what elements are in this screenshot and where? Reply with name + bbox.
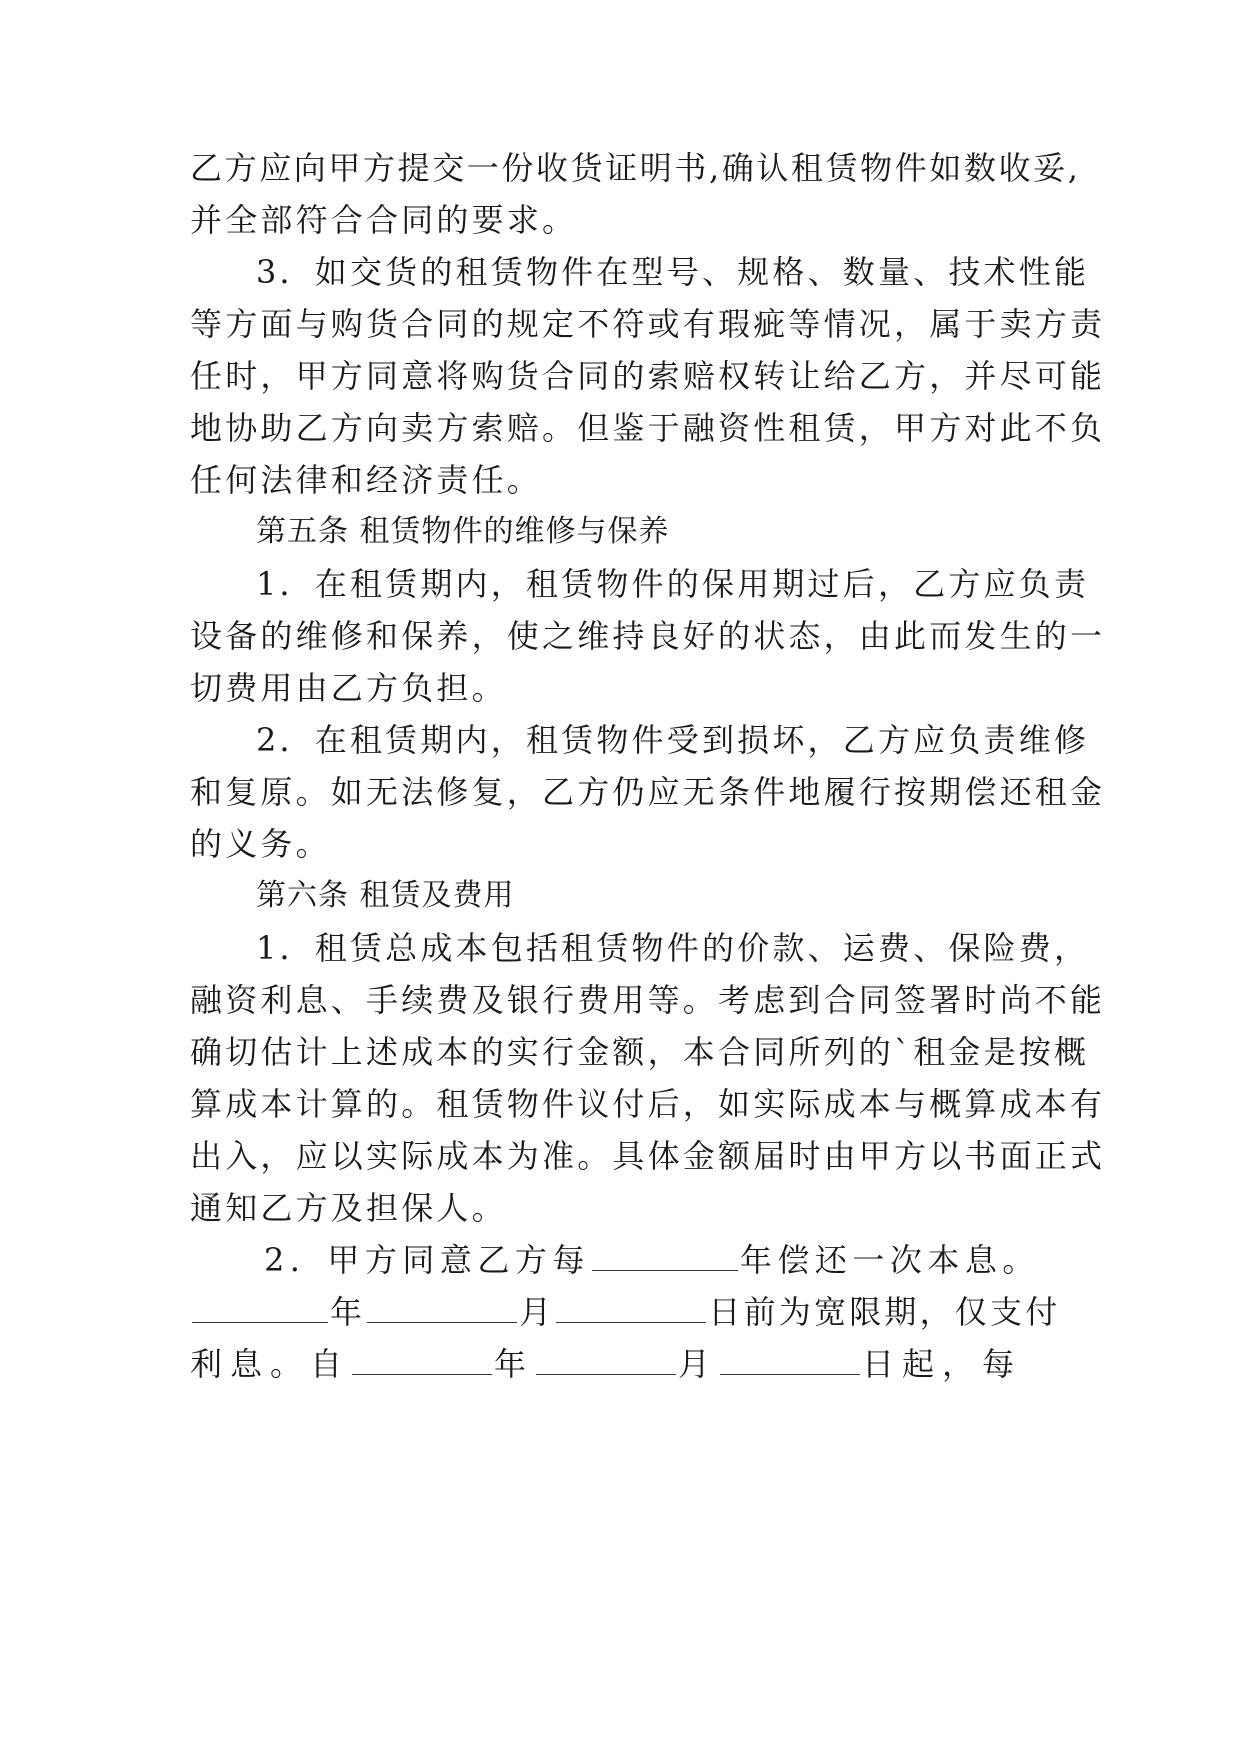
fill-text: 年 xyxy=(494,1345,535,1383)
fill-blank[interactable] xyxy=(352,1348,492,1375)
paragraph-line: 2．在租赁期内，租赁物件受到损坏，乙方应负责维修 xyxy=(256,721,1090,759)
paragraph-line: 等方面与购货合同的规定不符或有瑕疵等情况，属于卖方责 xyxy=(190,305,1106,343)
paragraph-line: 3．如交货的租赁物件在型号、规格、数量、技术性能 xyxy=(256,253,1090,291)
section-heading: 第五条 租赁物件的维修与保养 xyxy=(256,514,670,549)
paragraph-line: 乙方应向甲方提交一份收货证明书,确认租赁物件如数收妥, xyxy=(190,149,1081,187)
fill-in-line xyxy=(190,1344,1050,1384)
fill-text: 月 xyxy=(519,1293,555,1331)
fill-text: 日前为宽限期，仅支付 xyxy=(708,1293,1061,1331)
fill-in-line xyxy=(190,1292,1061,1332)
paragraph-line: 融资利息、手续费及银行费用等。考虑到合同签署时尚不能 xyxy=(190,981,1106,1019)
fill-blank[interactable] xyxy=(367,1296,517,1323)
paragraph-line: 的义务。 xyxy=(190,825,331,863)
fill-text: 月 xyxy=(678,1345,719,1383)
paragraph-line: 确切估计上述成本的实行金额，本合同所列的`租金是按概 xyxy=(190,1033,1090,1071)
paragraph-line: 算成本计算的。租赁物件议付后，如实际成本与概算成本有 xyxy=(190,1085,1106,1123)
fill-blank[interactable] xyxy=(592,1244,738,1271)
paragraph-line: 1．租赁总成本包括租赁物件的价款、运费、保险费， xyxy=(256,929,1090,967)
paragraph-line: 通知乙方及担保人。 xyxy=(190,1189,507,1227)
fill-text: 2．甲方同意乙方每 xyxy=(264,1241,590,1279)
paragraph-line: 出入，应以实际成本为准。具体金额届时由甲方以书面正式 xyxy=(190,1137,1106,1175)
fill-in-line xyxy=(264,1240,1064,1280)
paragraph-line: 和复原。如无法修复，乙方仍应无条件地履行按期偿还租金 xyxy=(190,773,1106,811)
paragraph-line: 任何法律和经济责任。 xyxy=(190,461,543,499)
fill-blank[interactable] xyxy=(536,1348,676,1375)
fill-text: 年偿还一次本息。 xyxy=(739,1241,1040,1279)
fill-text: 年 xyxy=(330,1293,366,1331)
paragraph-line: 地协助乙方向卖方索赔。但鉴于融资性租赁，甲方对此不负 xyxy=(190,409,1106,447)
fill-blank[interactable] xyxy=(556,1296,706,1323)
fill-text: 日起，每 xyxy=(862,1345,1023,1383)
paragraph-line: 并全部符合合同的要求。 xyxy=(190,201,578,239)
fill-text: 利息。自 xyxy=(190,1345,351,1383)
paragraph-line: 切费用由乙方负担。 xyxy=(190,669,507,707)
paragraph-line: 1．在租赁期内，租赁物件的保用期过后，乙方应负责 xyxy=(256,565,1090,603)
fill-blank[interactable] xyxy=(192,1296,328,1323)
paragraph-line: 设备的维修和保养，使之维持良好的状态，由此而发生的一 xyxy=(190,617,1106,655)
fill-blank[interactable] xyxy=(720,1348,860,1375)
paragraph-line: 任时，甲方同意将购货合同的索赔权转让给乙方，并尽可能 xyxy=(190,357,1106,395)
section-heading: 第六条 租赁及费用 xyxy=(256,878,515,913)
